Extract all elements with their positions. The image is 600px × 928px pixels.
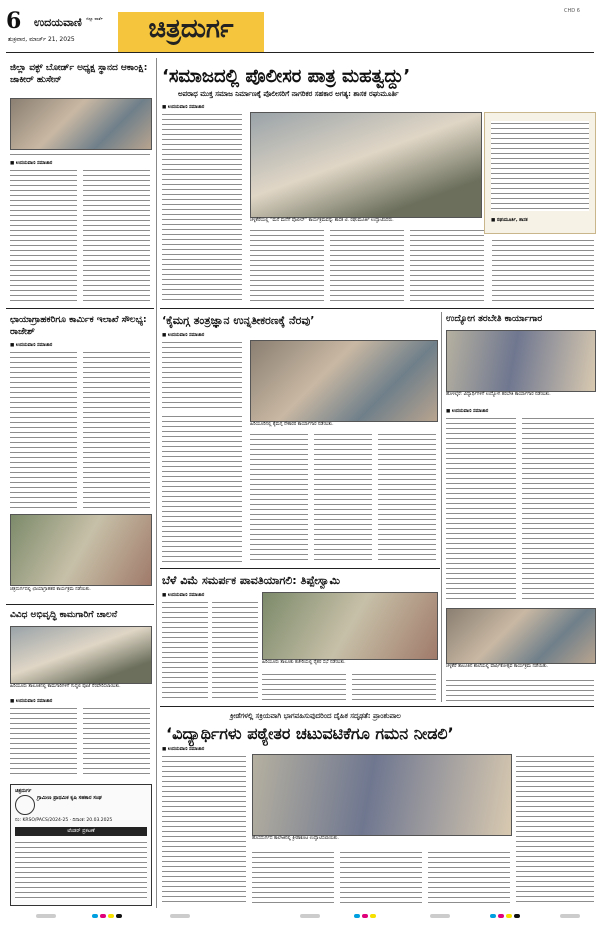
text-col-students-2 (252, 850, 334, 904)
text-col-waqf-2 (83, 168, 150, 303)
headline-students: ‘ವಿದ್ಯಾರ್ಥಿಗಳು ಪಠ್ಯೇತರ ಚಟುವಟಿಕೆಗೂ ಗಮನ ನೀಡಲಿ’ (166, 724, 454, 743)
headline-development: ವಿವಿಧ ಅಭಿವೃದ್ಧಿ ಕಾಮಗಾರಿಗೆ ಚಾಲನೆ (10, 610, 118, 620)
divider-bottom (160, 706, 594, 707)
divider-center (160, 568, 440, 569)
text-col-photographers-1 (10, 350, 77, 510)
text-col-handloom-2 (162, 414, 242, 564)
registration-mark (430, 914, 450, 918)
quote-text (491, 121, 589, 211)
registration-mark (92, 914, 98, 918)
text-col-job-1 (446, 416, 516, 602)
registration-mark (506, 914, 512, 918)
registration-mark (36, 914, 56, 918)
paper-name: ಉದಯವಾಣಿ (34, 16, 82, 29)
byline-waqf: ■ ಉದಯವಾಣಿ ಸಮಾಚಾರ (10, 161, 53, 166)
registration-mark (116, 914, 122, 918)
byline-development: ■ ಉದಯವಾಣಿ ಸಮಾಚಾರ (10, 699, 53, 704)
kicker-students: ಕ್ರೀಡೆಗಳಲ್ಲಿ ಸಕ್ರಿಯವಾಗಿ ಭಾಗವಹಿಸುವುದರಿಂದ ದೈಹಿಕ ಸದೃಢತೆ: ಪ್ರಾಂಶುಪಾಲ (230, 712, 401, 720)
photo-waqf (10, 98, 152, 150)
photo-police (250, 112, 482, 218)
page-number: 6 (6, 8, 22, 34)
registration-mark (514, 914, 520, 918)
text-col-waqf-1 (10, 168, 77, 303)
text-col-police-5 (492, 238, 594, 304)
byline-students: ■ ಉದಯವಾಣಿ ಸಮಾಚಾರ (162, 747, 205, 752)
text-col-crop-1 (162, 600, 208, 700)
registration-mark (300, 914, 320, 918)
registration-mark (362, 914, 368, 918)
caption-police: ಚಳ್ಳಕೆರೆಯಲ್ಲಿ “ಮನೆ ಮನೆಗೆ ಪೊಲೀಸ್” ಕಾರ್ಯಕ್ರಮವನ್ನು ಶಾಸಕ ಟಿ. ರಘುಮೂರ್ತಿ ಉದ್ಘಾಟಿಸಿದರು. (250, 218, 394, 223)
advert-box (10, 784, 152, 906)
registration-mark (498, 914, 504, 918)
page-id: CHD 6 (564, 8, 580, 14)
emblem-icon (15, 795, 35, 815)
caption-handloom: ಹಿರಿಯೂರಿನಲ್ಲಿ ಕೈಮಗ್ಗ ನೇಕಾರರ ಕಾರ್ಯಾಗಾರ ನಡೆಯಿತು. (250, 422, 334, 427)
headline-job-training: ಉದ್ಯೋಗ ತರಬೇತಿ ಕಾರ್ಯಾಗಾರ (446, 314, 543, 324)
quote-author: ■ ರಘುಮೂರ್ತಿ, ಶಾಸಕ (491, 218, 528, 223)
text-col-crop-2 (212, 600, 258, 700)
photo-handloom (250, 340, 438, 422)
byline-handloom: ■ ಉದಯವಾಣಿ ಸಮಾಚಾರ (162, 333, 205, 338)
headline-handloom: ‘ಕೈಮಗ್ಗ ತಂತ್ರಜ್ಞಾನ ಉನ್ನತೀಕರಣಕ್ಕೆ ನೆರವು’ (162, 314, 315, 327)
section-title: ಚಿತ್ರದುರ್ಗ (148, 14, 234, 44)
registration-mark (100, 914, 106, 918)
text-col-development-2 (83, 706, 150, 778)
divider-left-2 (6, 604, 154, 605)
text-col-crop-4 (352, 672, 436, 702)
caption-crop-insurance: ಹಿರಿಯೂರು ತಾಲೂಕು ಕಚೇರಿಯಲ್ಲಿ ರೈತರ ಸಭೆ ನಡೆಯಿತು. (262, 660, 346, 665)
text-col-handloom-4 (314, 432, 372, 564)
text-col-students-1 (162, 754, 246, 904)
text-col-handloom-5 (378, 432, 436, 564)
advert-text (15, 840, 147, 900)
vrule-right (441, 312, 442, 702)
caption-students: ಹೊಸದುರ್ಗದ ಕಾಲೇಜಿನಲ್ಲಿ ಕ್ರೀಡಾಕೂಟ ಉದ್ಘಾಟಿಸಲಾಯಿತು. (252, 836, 339, 841)
photo-students (252, 754, 512, 836)
headline-waqf: ಜಿಲ್ಲಾ ವಕ್ಫ್ ಬೋರ್ಡ್ ಅಧ್ಯಕ್ಷ ಸ್ಥಾನದ ಆಕಾಂಕ್ಷಿ: ಜಾಕೀರ್ ಹುಸೇನ್ (10, 63, 148, 85)
caption-job-training: ಹೊಳಲ್ಕೆರೆ: ವಿದ್ಯಾರ್ಥಿಗಳಿಗೆ ಉದ್ಯೋಗ ತರಬೇತಿ ಕಾರ್ಯಾಗಾರ ನಡೆಯಿತು. (446, 392, 551, 397)
quote-box (484, 112, 596, 234)
text-col-students-4 (428, 850, 510, 904)
vrule-left (156, 58, 157, 908)
registration-mark (108, 914, 114, 918)
registration-mark (354, 914, 360, 918)
text-col-police-4 (410, 228, 484, 304)
caption-development: ಹಿರಿಯೂರು ತಾಲೂಕಿನಲ್ಲಿ ಕಾಮಗಾರಿಗಳಿಗೆ ಗುದ್ದಲಿ ಪೂಜೆ ನೆರವೇರಿಸಲಾಯಿತು. (10, 684, 121, 689)
divider-main (160, 308, 594, 309)
headline-photographers: ಛಾಯಾಗ್ರಾಹಕರಿಗೂ ಕಾರ್ಮಿಕ ಇಲಾಖೆ ಸೌಲಭ್ಯ: ರಾಜೇಶ್ (10, 315, 147, 337)
photo-job-training (446, 330, 596, 392)
text-col-handloom-3 (250, 432, 308, 564)
photo-photographers (10, 514, 152, 586)
text-col-development-1 (10, 706, 77, 778)
byline-crop-insurance: ■ ಉದಯವಾಣಿ ಸಮಾಚಾರ (162, 593, 205, 598)
caption-photographers: ಚಿತ್ರದುರ್ಗದಲ್ಲಿ ಛಾಯಾಗ್ರಾಹಕರ ಕಾರ್ಯಕ್ರಮ ನಡೆಯಿತು. (10, 587, 91, 592)
text-col-job-2 (522, 416, 594, 602)
divider-left-1 (6, 308, 154, 309)
text-school-event (446, 678, 594, 702)
byline-job-training: ■ ಉದಯವಾಣಿ ಸಮಾಚಾರ (446, 409, 489, 414)
photo-school-event (446, 608, 596, 664)
photo-development (10, 626, 152, 684)
advert-title: ಚಿತ್ರದುರ್ಗ (15, 788, 32, 794)
registration-mark (370, 914, 376, 918)
text-col-photographers-2 (83, 350, 150, 510)
subhead-police: ಅಪರಾಧ ಮುಕ್ತ ಸಮಾಜ ನಿರ್ಮಾಣಕ್ಕೆ ಪೊಲೀಸರಿಗೆ ನಾಗರಿಕರ ಸಹಕಾರ ಅಗತ್ಯ: ಶಾಸಕ ರಘುಮೂರ್ತಿ (178, 90, 399, 98)
text-caption-waqf (10, 152, 150, 158)
issue-date: ಶುಕ್ರವಾರ, ಮಾರ್ಚ್ 21, 2025 (8, 36, 75, 43)
registration-mark (170, 914, 190, 918)
text-col-police-1 (162, 112, 242, 302)
text-col-police-2 (250, 228, 324, 304)
text-col-police-3 (330, 228, 404, 304)
byline-photographers: ■ ಉದಯವಾಣಿ ಸಮಾಚಾರ (10, 343, 53, 348)
advert-notice: ಟೆಂಡರ್ ಪ್ರಕಟಣೆ (15, 827, 147, 836)
advert-org: ಗ್ರಾಮೀಣ ಪ್ರಾಥಮಿಕ ಕೃಷಿ ಸಹಕಾರ ಸಂಘ (37, 795, 102, 801)
photo-crop-insurance (262, 592, 438, 660)
registration-mark (490, 914, 496, 918)
text-col-crop-3 (262, 672, 346, 702)
text-col-students-5 (516, 754, 594, 904)
header-rule (6, 52, 594, 53)
advert-ref: ನಂ: KRSO/PACS/2024-25 · ದಿನಾಂಕ: 20.03.2025 (15, 818, 113, 823)
text-col-students-3 (340, 850, 422, 904)
headline-police: ‘ಸಮಾಜದಲ್ಲಿ ಪೊಲೀಸರ ಪಾತ್ರ ಮಹತ್ವದ್ದು’ (162, 66, 411, 87)
city-tag: ಜಿಲ್ಲಾ ವಾರ್ತೆ (86, 16, 103, 21)
registration-mark (560, 914, 580, 918)
caption-school-event: ಚಳ್ಳಕೆರೆ ತಾಲೂಕಿನ ಶಾಲೆಯಲ್ಲಿ ವಾರ್ಷಿಕೋತ್ಸವ ಕಾರ್ಯಕ್ರಮ ನಡೆಯಿತು. (446, 664, 549, 669)
text-col-handloom-1 (162, 340, 242, 410)
byline-police: ■ ಉದಯವಾಣಿ ಸಮಾಚಾರ (162, 105, 205, 110)
headline-crop-insurance: ಬೆಳೆ ವಿಮೆ ಸಮರ್ಪಕ ಪಾವತಿಯಾಗಲಿ: ತಿಪ್ಪೇಸ್ವಾಮಿ (162, 574, 341, 587)
